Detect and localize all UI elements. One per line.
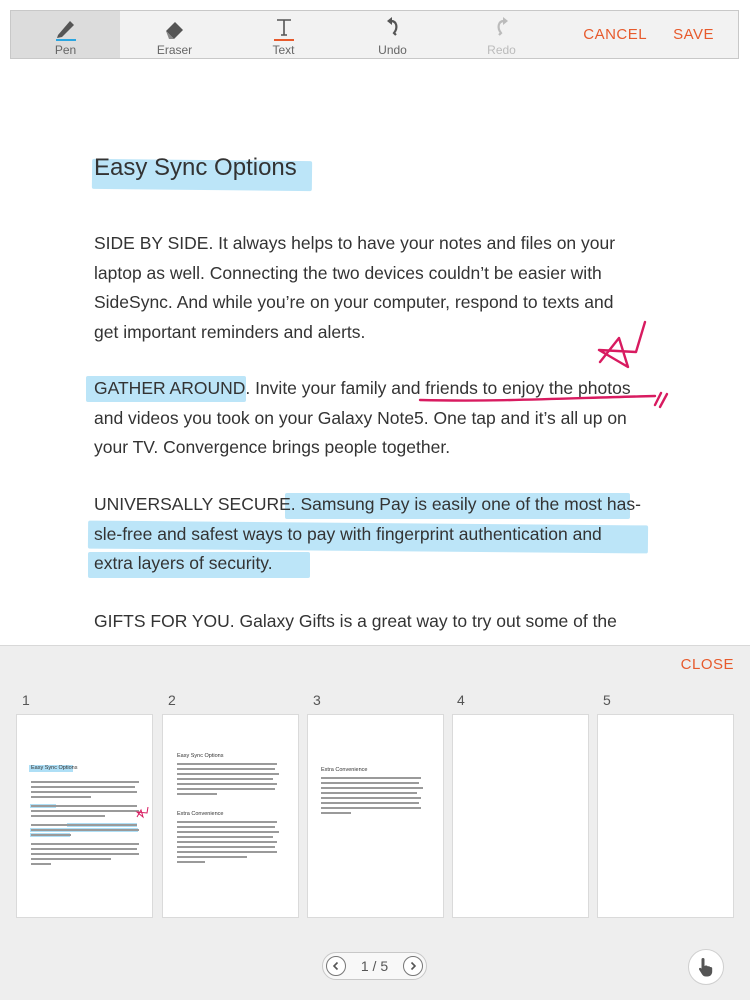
chevron-right-icon (408, 961, 418, 971)
text-line: laptop as well. Connecting the two devices couldn’t be easier with (94, 262, 602, 283)
page-thumbnail-3[interactable] (307, 714, 444, 918)
hand-pointer-icon (695, 956, 717, 978)
page-number: 3 (313, 692, 321, 708)
page-number: 4 (457, 692, 465, 708)
text-tool-button[interactable] (229, 11, 338, 58)
page-thumbnail-1[interactable] (16, 714, 153, 918)
eraser-icon (161, 15, 189, 43)
page-thumbnail-2[interactable] (162, 714, 299, 918)
next-page-button[interactable] (403, 956, 423, 976)
text-line: SideSync. And while you’re on your computer, respond to texts and (94, 292, 614, 312)
text-icon (270, 15, 298, 43)
text-line: your TV. Convergence brings people together. (94, 437, 451, 457)
text-line: UNIVERSALLY SECURE. Samsung Pay is easily one of the most has- (94, 494, 641, 514)
redo-label: Redo (487, 43, 516, 57)
pen-tool-label: Pen (54, 43, 77, 57)
cancel-button[interactable]: CANCEL (583, 26, 648, 43)
chevron-left-icon (331, 961, 341, 971)
thumbnail-title: Easy Sync Options (31, 765, 78, 771)
text-line: sle-free and safest ways to pay with fingerprint authentication and (94, 523, 602, 544)
paragraph-gifts-for-you (94, 607, 674, 637)
page-indicator: 1 / 5 (360, 958, 389, 974)
document-title: Easy Sync Options (94, 154, 297, 181)
paragraph-gather-around (94, 374, 674, 463)
text-line: extra layers of security. (94, 553, 273, 573)
thumbnail-title: Extra Convenience (321, 767, 368, 773)
thumbnail-subtitle: Extra Convenience (177, 811, 224, 817)
save-button[interactable]: SAVE (673, 26, 714, 43)
undo-label: Undo (378, 43, 407, 57)
thumbnail-title: Easy Sync Options (177, 753, 224, 759)
page-thumbnail-4[interactable] (452, 714, 589, 918)
toolbar-spacer (556, 11, 570, 58)
undo-icon (379, 15, 407, 43)
text-tool-label: Text (272, 43, 295, 57)
close-button[interactable]: CLOSE (680, 656, 734, 673)
page-number: 5 (603, 692, 611, 708)
pen-tool-button[interactable] (11, 11, 120, 58)
text-line: get important reminders and alerts. (94, 321, 366, 342)
note-canvas[interactable] (0, 60, 750, 645)
text-line: GATHER AROUND. Invite your family and friends to enjoy the photos (94, 378, 631, 398)
undo-button[interactable] (338, 11, 447, 58)
hand-mode-button[interactable] (688, 949, 724, 985)
paragraph-side-by-side (94, 229, 674, 347)
page-thumbnail-5[interactable] (597, 714, 734, 918)
redo-button[interactable] (447, 11, 556, 58)
pen-icon (52, 15, 80, 43)
text-line: and videos you took on your Galaxy Note5. One tap and it’s all up on (94, 407, 627, 428)
pen-toolbar (10, 10, 739, 59)
page-navigator-panel (0, 645, 750, 1000)
page-pager (322, 952, 427, 980)
page-number: 2 (168, 692, 176, 708)
previous-page-button[interactable] (326, 956, 346, 976)
redo-icon (488, 15, 516, 43)
eraser-tool-button[interactable] (120, 11, 229, 58)
text-line: GIFTS FOR YOU. Galaxy Gifts is a great way to try out some of the (94, 611, 617, 631)
eraser-tool-label: Eraser (156, 43, 193, 57)
paragraph-universally-secure (94, 490, 674, 579)
page-number: 1 (22, 692, 30, 708)
text-line: SIDE BY SIDE. It always helps to have your notes and files on your (94, 233, 616, 253)
